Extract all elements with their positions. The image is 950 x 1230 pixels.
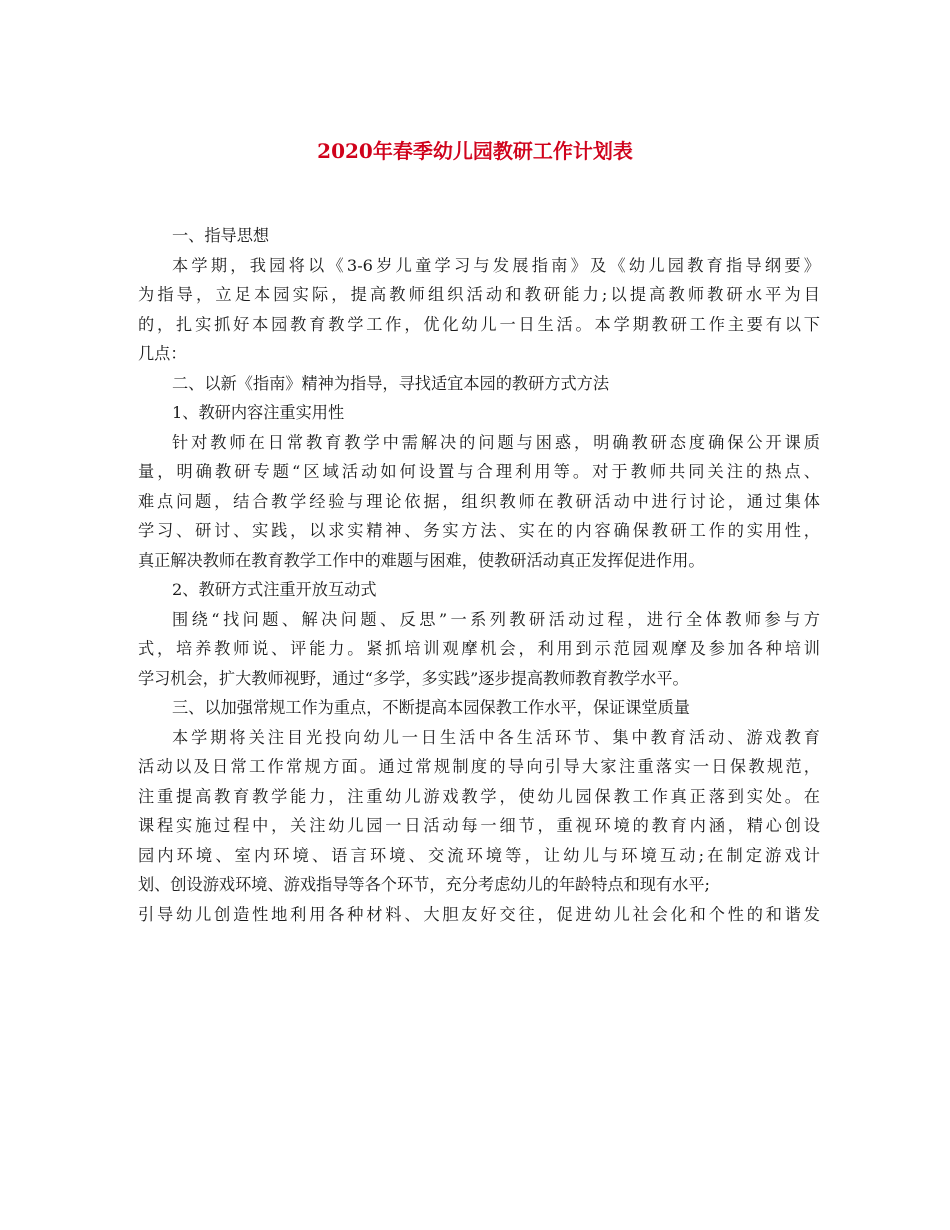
text-line: 二、以新《指南》精神为指导，寻找适宜本园的教研方式方法 (172, 373, 610, 393)
text-line: 本学期将关注目光投向幼儿一日生活中各生活环节、集中教育活动、游戏教育 (172, 727, 820, 747)
text-line: 真正解决教师在教育教学工作中的难题与困难，使教研活动真正发挥促进作用。 (138, 550, 705, 570)
text-line: 为指导，立足本园实际，提高教师组织活动和教研能力;以提高教师教研水平为目 (138, 285, 820, 304)
text-line: 几点： (138, 344, 187, 363)
document-title: 2020年春季幼儿园教研工作计划表 (317, 139, 633, 163)
text-line: 引导幼儿创造性地利用各种材料、大胆友好交往，促进幼儿社会化和个性的和谐发 (138, 904, 820, 924)
text-line: 活动以及日常工作常规方面。通过常规制度的导向引导大家注重落实一日保教规范， (138, 757, 820, 776)
text-line: 划、创设游戏环境、游戏指导等各个环节，充分考虑幼儿的年龄特点和现有水平; (138, 875, 711, 894)
text-line: 三、以加强常规工作为重点，不断提高本园保教工作水平，保证课堂质量 (172, 698, 690, 717)
text-line: 一、指导思想 (172, 226, 270, 245)
text-line: 围绕“找问题、解决问题、反思”一系列教研活动过程，进行全体教师参与方 (172, 609, 820, 629)
text-line: 本学期，我园将以《3-6岁儿童学习与发展指南》及《幼儿园教育指导纲要》 (172, 255, 820, 275)
text-line: 量，明确教研专题“区域活动如何设置与合理利用等。对于教师共同关注的热点、 (138, 462, 820, 481)
text-line: 园内环境、室内环境、语言环境、交流环境等，让幼儿与环境互动;在制定游戏计 (138, 845, 820, 865)
text-line: 学习机会，扩大教师视野，通过“多学，多实践”逐步提高教师教育教学水平。 (138, 668, 689, 688)
text-line: 针对教师在日常教育教学中需解决的问题与困惑，明确教研态度确保公开课质 (172, 432, 820, 452)
document-body (138, 221, 820, 929)
text-line: 1、教研内容注重实用性 (172, 403, 345, 422)
text-line: 学习、研讨、实践，以求实精神、务实方法、实在的内容确保教研工作的实用性， (138, 521, 820, 540)
text-line: 的，扎实抓好本园教育教学工作，优化幼儿一日生活。本学期教研工作主要有以下 (138, 314, 820, 334)
text-line: 式，培养教师说、评能力。紧抓培训观摩机会，利用到示范园观摩及参加各种培训 (138, 639, 820, 658)
text-line: 注重提高教育教学能力，注重幼儿游戏教学，使幼儿园保教工作真正落到实处。在 (138, 786, 820, 806)
text-line: 课程实施过程中，关注幼儿园一日活动每一细节，重视环境的教育内涵，精心创设 (138, 816, 820, 835)
text-line: 2、教研方式注重开放互动式 (172, 580, 377, 599)
text-line: 难点问题，结合教学经验与理论依据，组织教师在教研活动中进行讨论，通过集体 (138, 491, 820, 511)
